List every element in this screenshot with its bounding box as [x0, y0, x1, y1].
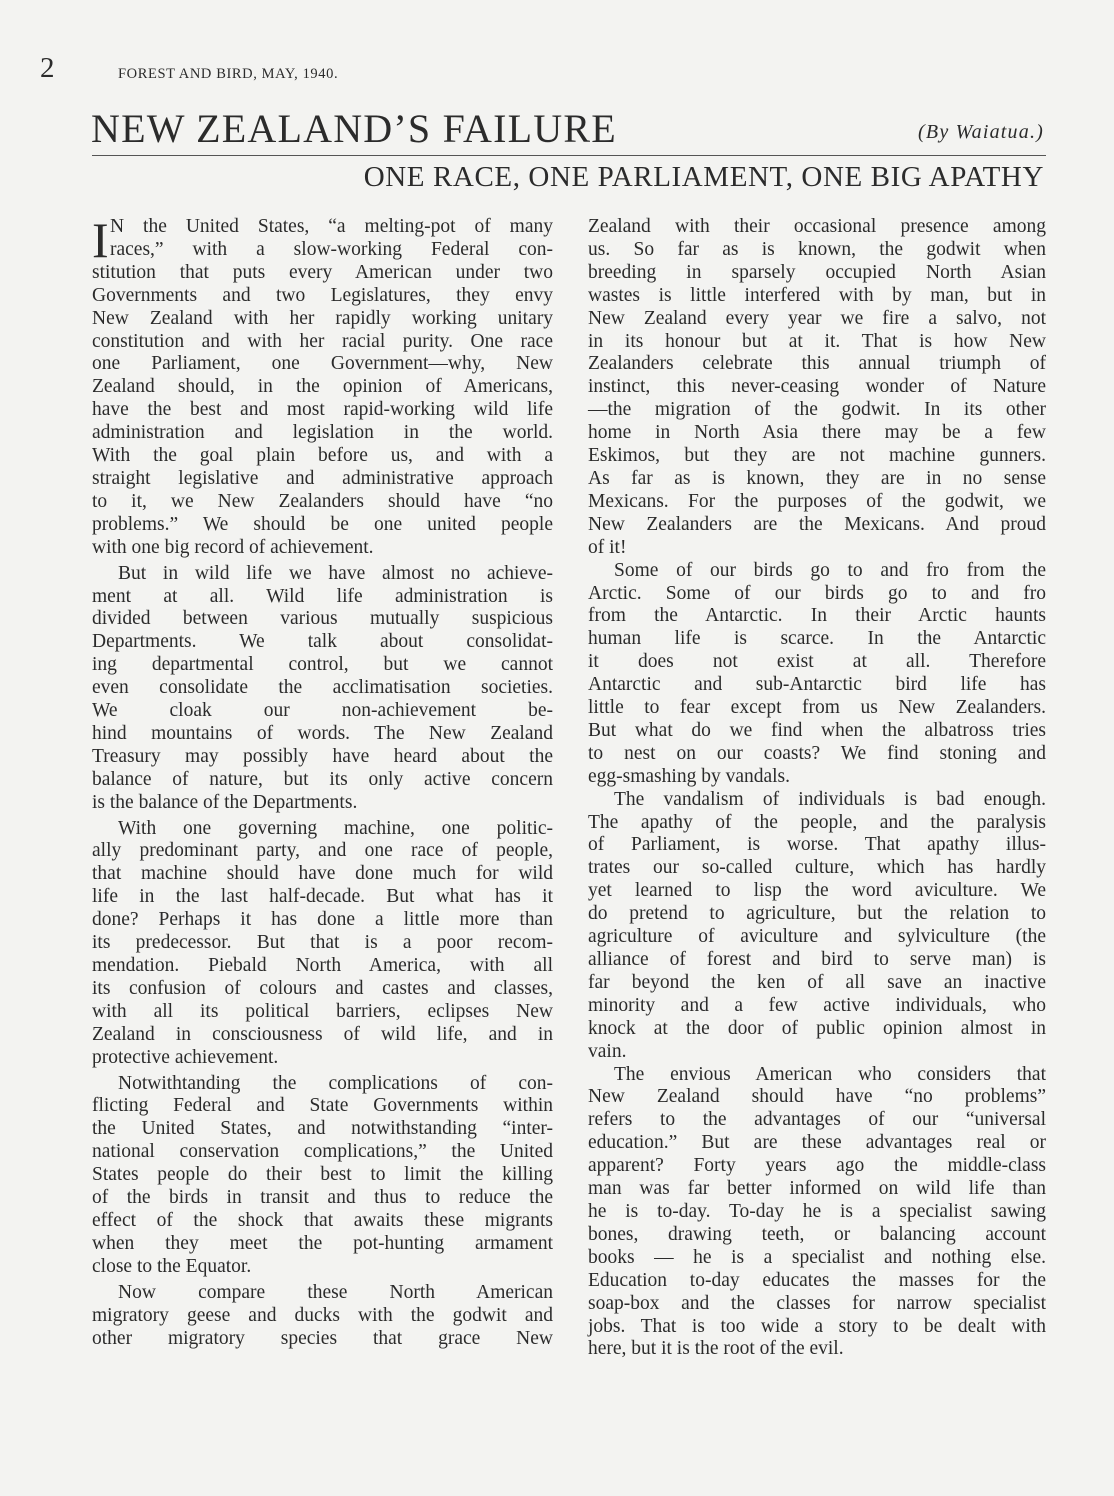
text-line: effect of the shock that awaits these migrants [92, 1209, 553, 1231]
text-line: far beyond the ken of all save an inactive [588, 971, 1046, 993]
text-line: trates our so-called culture, which has hardly [588, 857, 1046, 879]
text-line: N the United States, “a melting-pot of many [110, 216, 553, 237]
text-line: books — he is a specialist and nothing else. [588, 1246, 1046, 1268]
paragraph [588, 1064, 1046, 1362]
text-line: The envious American who considers that [614, 1063, 1046, 1085]
text-line: The apathy of the people, and the paralysis [588, 811, 1046, 833]
text-line: from the Antarctic. In their Arctic haunts [588, 605, 1046, 627]
text-line: of Parliament, is worse. That apathy illus- [588, 834, 1046, 856]
text-line: New Zealand every year we fire a salvo, not [588, 307, 1046, 329]
text-line: soap-box and the classes for narrow specialist [588, 1292, 1046, 1314]
drop-cap-lines [110, 216, 553, 262]
text-line: hind mountains of words. The New Zealand [92, 722, 553, 744]
text-line: that machine should have done much for wild [92, 863, 553, 885]
text-line: Mexicans. For the purposes of the godwit, we [588, 490, 1046, 512]
text-line: have the best and most rapid-working wild life [92, 399, 553, 421]
text-line: But what do we find when the albatross tries [588, 719, 1046, 741]
drop-cap: I [92, 216, 109, 262]
text-line: human life is scarce. In the Antarctic [588, 628, 1046, 650]
text-line: Some of our birds go to and fro from the [614, 559, 1046, 581]
text-line: vain. [588, 1040, 627, 1062]
drop-cap-block [92, 216, 553, 262]
text-line: Treasury may possibly have heard about the [92, 745, 553, 767]
text-line: But in wild life we have almost no achieve- [118, 562, 553, 584]
text-line: divided between various mutually suspicious [92, 608, 553, 630]
text-line: of it! [588, 536, 627, 558]
text-line: man was far better informed on wild life than [588, 1178, 1046, 1200]
text-line: protective achievement. [92, 1046, 279, 1068]
text-line: apparent? Forty years ago the middle-class [588, 1155, 1046, 1177]
text-line: with one big record of achievement. [92, 536, 374, 558]
text-line: national conservation complications,” the United [92, 1141, 553, 1163]
text-line: Arctic. Some of our birds go to and fro [588, 582, 1046, 604]
text-line: with all its political barriers, eclipses New [92, 1000, 553, 1022]
paragraph [588, 560, 1046, 789]
text-line: Zealand in consciousness of wild life, and in [92, 1023, 553, 1045]
text-line: in its honour but at it. That is how New [588, 330, 1046, 352]
text-line: do pretend to agriculture, but the relation to [588, 903, 1046, 925]
text-line: With the goal plain before us, and with a [92, 445, 553, 467]
text-line: wastes is little interfered with by man, but in [588, 284, 1046, 306]
text-line: ing departmental control, but we cannot [92, 654, 553, 676]
text-line: egg-smashing by vandals. [588, 765, 791, 787]
text-line: of the birds in transit and thus to reduce the [92, 1187, 553, 1209]
text-line: Eskimos, but they are not machine gunners. [588, 445, 1046, 467]
running-head: FOREST AND BIRD, MAY, 1940. [118, 66, 339, 82]
text-line: ment at all. Wild life administration is [92, 585, 553, 607]
paragraph [92, 1073, 553, 1279]
text-line: close to the Equator. [92, 1255, 252, 1277]
page-number: 2 [40, 52, 55, 84]
text-line: As far as is known, they are in no sense [588, 467, 1046, 489]
text-line: its confusion of colours and castes and classes, [92, 977, 553, 999]
column-left [92, 216, 553, 1350]
text-line: even consolidate the acclimatisation societies. [92, 677, 553, 699]
text-line: flicting Federal and State Governments within [92, 1095, 553, 1117]
text-line: when they meet the pot-hunting armament [92, 1232, 553, 1254]
text-line: other migratory species that grace New [92, 1327, 553, 1349]
text-line: Now compare these North American [118, 1281, 553, 1303]
article-byline: (By Waiatua.) [918, 121, 1044, 143]
text-line: Zealanders celebrate this annual triumph of [588, 353, 1046, 375]
text-line: Governments and two Legislatures, they envy [92, 284, 553, 306]
article-subtitle: ONE RACE, ONE PARLIAMENT, ONE BIG APATHY [363, 161, 1044, 193]
paragraph [92, 1282, 553, 1351]
text-line: bones, drawing teeth, or balancing account [588, 1223, 1046, 1245]
text-line: migratory geese and ducks with the godwit and [92, 1304, 553, 1326]
text-line: Antarctic and sub-Antarctic bird life has [588, 674, 1046, 696]
text-line: The vandalism of individuals is bad enough. [614, 788, 1046, 810]
text-line: is the balance of the Departments. [92, 791, 358, 813]
text-line: breeding in sparsely occupied North Asian [588, 261, 1046, 283]
paragraph [92, 818, 553, 1070]
text-line: races,” with a slow-working Federal con- [110, 238, 553, 260]
text-line: New Zealanders are the Mexicans. And proud [588, 513, 1046, 535]
text-line: constitution and with her racial purity. One race [92, 330, 553, 352]
text-line: refers to the advantages of our “universal [588, 1109, 1046, 1131]
text-line: yet learned to lisp the word aviculture. We [588, 880, 1046, 902]
text-line: the United States, and notwithstanding “inter- [92, 1118, 553, 1140]
text-line: education.” But are these advantages real or [588, 1132, 1046, 1154]
paragraph [92, 216, 553, 560]
text-line: New Zealand should have “no problems” [588, 1086, 1046, 1108]
text-line: minority and a few active individuals, who [588, 994, 1046, 1016]
article-title: NEW ZEALAND’S FAILURE [91, 106, 617, 151]
text-line: Departments. We talk about consolidat- [92, 631, 553, 653]
text-line: done? Perhaps it has done a little more than [92, 909, 553, 931]
text-line: it does not exist at all. Therefore [588, 651, 1046, 673]
text-line: balance of nature, but its only active concern [92, 768, 553, 790]
text-line: instinct, this never-ceasing wonder of Nature [588, 376, 1046, 398]
title-rule [92, 155, 1046, 156]
text-line: to it, we New Zealanders should have “no [92, 490, 553, 512]
text-line: he is to-day. To-day he is a specialist sawing [588, 1200, 1046, 1222]
text-line: its predecessor. But that is a poor recom- [92, 932, 553, 954]
text-line: one Parliament, one Government—why, New [92, 353, 553, 375]
text-line: With one governing machine, one politic- [118, 817, 553, 839]
text-line: straight legislative and administrative approach [92, 467, 553, 489]
text-line: ally predominant party, and one race of people, [92, 840, 553, 862]
text-line: New Zealand with her rapidly working unitary [92, 307, 553, 329]
text-line: Zealand with their occasional presence among [588, 216, 1046, 237]
text-line: Zealand should, in the opinion of Americans, [92, 376, 553, 398]
text-line: home in North Asia there may be a few [588, 422, 1046, 444]
text-line: alliance of forest and bird to serve man) is [588, 949, 1046, 970]
paragraph [92, 563, 553, 815]
text-line: agriculture of aviculture and sylviculture (the [588, 926, 1046, 948]
text-line: stitution that puts every American under two [92, 261, 553, 283]
column-right [588, 216, 1046, 1361]
text-line: here, but it is the root of the evil. [588, 1338, 844, 1360]
text-line: States people do their best to limit the killing [92, 1164, 553, 1186]
paragraph [588, 216, 1046, 560]
text-line: to nest on our coasts? We find stoning and [588, 742, 1046, 764]
paragraph [588, 789, 1046, 1064]
text-line: knock at the door of public opinion almost in [588, 1017, 1046, 1039]
text-line: mendation. Piebald North America, with all [92, 955, 553, 976]
text-line: us. So far as is known, the godwit when [588, 238, 1046, 260]
text-line: —the migration of the godwit. In its other [588, 399, 1046, 421]
text-line: jobs. That is too wide a story to be dealt with [588, 1315, 1046, 1337]
text-line: Education to-day educates the masses for the [588, 1269, 1046, 1291]
text-line: Notwithtanding the complications of con- [118, 1072, 553, 1094]
text-line: We cloak our non-achievement be- [92, 700, 553, 722]
text-line: problems.” We should be one united people [92, 513, 553, 535]
text-line: administration and legislation in the world. [92, 422, 553, 444]
text-line: life in the last half-decade. But what has it [92, 886, 553, 908]
text-line: little to fear except from us New Zealanders. [588, 697, 1046, 719]
